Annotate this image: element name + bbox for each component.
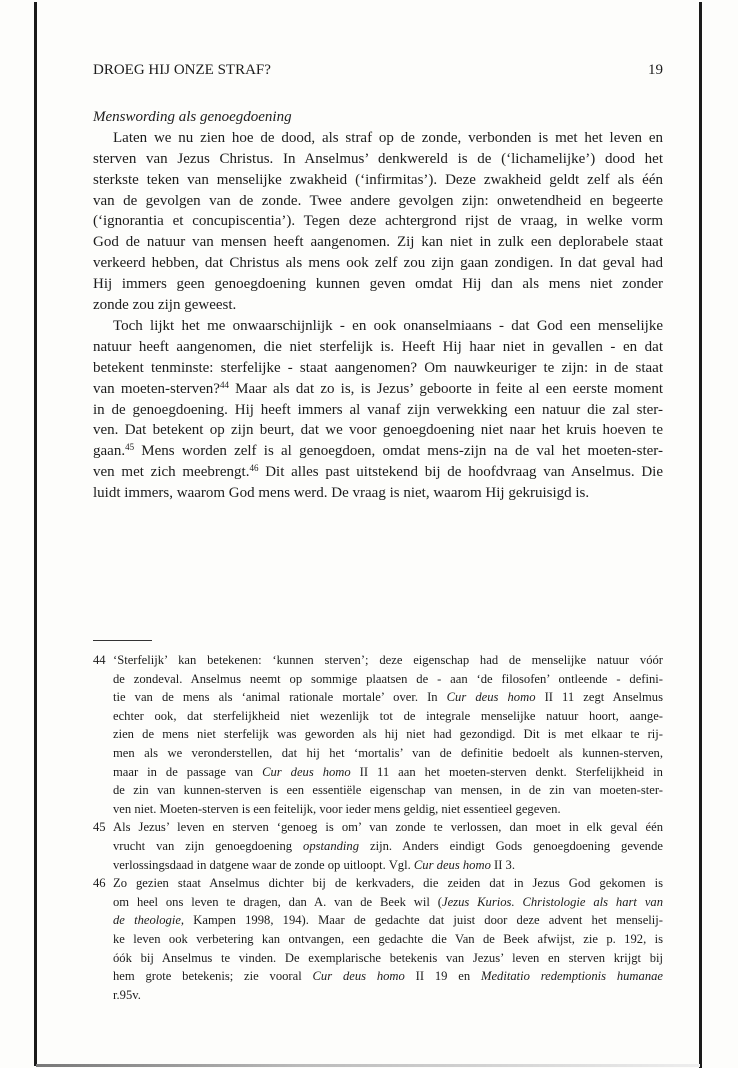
scan-edge-right	[699, 2, 702, 1068]
text-segment: Maar als dat zo is, is Jezus’ geboorte in feite al een eerste moment	[228, 380, 663, 397]
text-segment: Zo gezien staat Anselmus dichter bij de kerkvaders, die zeiden dat in Jezus God gekomen is	[113, 876, 663, 891]
text-segment: Als Jezus’ leven en sterven ‘genoeg is om’ van zonde te verlossen, dan moet in elk geval één	[113, 820, 663, 835]
footnote-text	[113, 818, 663, 874]
text-line	[113, 911, 663, 930]
text-segment: om heel ons leven te dragen, dan A. van de Beek wil (	[113, 894, 442, 909]
text-line	[93, 128, 663, 149]
text-line	[93, 232, 663, 253]
text-segment: van de gevolgen van de zonde. Twee andere gevolgen zijn: onwetendheid en begeerte	[93, 192, 663, 209]
footnote-separator	[93, 640, 152, 641]
text-segment: II 11 aan het moeten-sterven denkt. Sterfelijkheid in	[350, 764, 663, 779]
text-line	[113, 763, 663, 782]
text-segment: verlossingsdaad in datgene waar de zonde op uitloopt. Vgl.	[113, 857, 414, 872]
text-line	[93, 211, 663, 232]
text-line	[93, 358, 663, 379]
text-line	[93, 379, 663, 400]
section-heading: Menswording als genoegdoening	[93, 109, 292, 125]
text-segment: ‘Sterfelijk’ kan betekenen: ‘kunnen sterven’; deze eigenschap had de menselijke natuur vóór	[113, 653, 663, 667]
text-segment: betekent tenminste: sterfelijke - staat aangenomen? Om nauwkeuriger te zijn: in de staat	[93, 359, 663, 376]
text-line	[113, 781, 663, 800]
text-segment: Kampen 1998, 194). Maar de gedachte dat juist door deze advent het menselij-	[184, 913, 663, 928]
footnote-number: 46	[93, 876, 106, 891]
page-number: 19	[648, 62, 663, 78]
text-line	[93, 420, 663, 441]
text-segment: gaan.	[93, 443, 126, 460]
text-line	[93, 441, 663, 462]
text-line	[93, 295, 663, 316]
footnote-number: 45	[93, 820, 106, 835]
text-segment: men als we veronderstellen, dat hij het ‘mortalis’ van de definitie bedoelt als kunnen-sterven,	[113, 745, 663, 760]
text-line	[93, 316, 663, 337]
footnote-reference: 44	[219, 379, 229, 390]
scan-edge-bottom	[36, 1064, 700, 1067]
text-segment: zien de mens niet sterfelijk was geworden als hij niet had gezondigd. Dit is met elkaar te rij-	[113, 727, 663, 742]
text-line	[113, 967, 663, 986]
text-line	[113, 725, 663, 744]
italic-text: Cur deus homo	[413, 857, 491, 872]
text-segment: hem grote betekenis; zie vooral	[113, 969, 313, 984]
text-line	[93, 483, 663, 504]
footnote-reference: 45	[125, 442, 135, 453]
footnote-number: 44	[93, 653, 106, 667]
text-line	[113, 856, 663, 875]
text-segment: de zin van kunnen-sterven is een essentiële eigenschap van mensen, in de zin van moeten-ster-	[113, 783, 663, 798]
text-segment: II 11 zegt Anselmus	[535, 690, 664, 705]
footnote-text	[113, 651, 663, 818]
footnote	[93, 874, 663, 1004]
text-segment: maar in de passage van	[113, 764, 263, 779]
text-segment: II 3.	[490, 857, 516, 872]
text-line	[93, 462, 663, 483]
footnote-text	[113, 874, 663, 1004]
italic-text: Meditatio redemptionis humanae	[480, 969, 664, 984]
text-segment: zijn. Anders eindigt Gods genoegdoening gevende	[359, 838, 663, 853]
text-line	[93, 149, 663, 170]
text-segment: ven met zich meebrengt.	[93, 464, 250, 481]
text-line	[93, 400, 663, 421]
footnote	[93, 651, 663, 818]
text-segment: (‘ignorantia et concupiscentia’). Tegen deze achtergrond rijst de vraag, in welke vorm	[93, 213, 663, 230]
text-line	[93, 274, 663, 295]
text-line	[113, 670, 663, 689]
paragraphs	[93, 128, 663, 504]
text-line	[93, 170, 663, 191]
text-segment: Hij immers geen genoegdoening kunnen geven omdat Hij dan als mens niet zonder	[93, 276, 663, 293]
text-segment: Mens worden zelf is al genoegdoen, omdat mens-zijn na de val het moeten-ster-	[134, 443, 663, 460]
text-line	[93, 253, 663, 274]
footnote	[93, 818, 663, 874]
text-line	[113, 893, 663, 912]
footnote-reference: 46	[249, 463, 259, 474]
text-line	[93, 337, 663, 358]
text-segment: zonde zou zijn geweest.	[93, 297, 237, 314]
text-line	[113, 930, 663, 949]
text-line	[113, 837, 663, 856]
italic-text: Cur deus homo	[262, 764, 351, 779]
footnotes	[93, 651, 663, 1004]
text-line	[113, 986, 663, 1005]
text-line	[113, 818, 663, 837]
text-segment: ven niet. Moeten-sterven is een feitelijk, voor ieder mens geldig, niet essentieel gegeven.	[113, 801, 561, 816]
text-segment: God de natuur van mensen heeft aangenomen. Zij kan niet in zulk een deplorabele staat	[93, 234, 663, 251]
text-line	[113, 800, 663, 819]
running-title: DROEG HIJ ONZE STRAF?	[93, 62, 271, 78]
italic-text: Jezus Kurios. Christologie als hart van	[441, 894, 664, 909]
text-segment: natuur heeft aangenomen, die niet sterfelijk is. Heeft Hij haar niet in gevallen - en dat	[93, 338, 663, 355]
text-segment: sterkste teken van menselijke zwakheid (‘infirmitas’). Deze zwakheid geldt zelf als één	[93, 171, 663, 188]
text-line	[113, 744, 663, 763]
text-segment: tie van de mens als ‘animal rationale mortale’ over. In	[113, 690, 447, 705]
text-segment: ven. Dat betekent op zijn beurt, dat we voor genoegdoening niet naar het kruis hoeven te	[93, 422, 663, 439]
text-line	[113, 874, 663, 893]
body-text	[93, 107, 663, 504]
text-segment: Toch lijkt het me onwaarschijnlijk - en ook onanselmiaans - dat God een menselijke	[113, 317, 663, 334]
text-segment: luidt immers, waarom God mens werd. De vraag is niet, waarom Hij gekruisigd is.	[93, 485, 590, 502]
text-segment: sterven van Jezus Christus. In Anselmus’ denkwereld is de (‘lichamelijke’) dood het	[93, 150, 663, 167]
text-line	[113, 707, 663, 726]
text-segment: echter ook, dat sterfelijkheid niet wezenlijk tot de integrale menselijke natuur hoort, aange-	[113, 708, 663, 723]
italic-text: opstanding	[303, 838, 360, 853]
italic-text: Cur deus homo	[312, 969, 405, 984]
paragraph	[93, 128, 663, 316]
text-segment: in de genoegdoening. Hij heeft immers al vanaf zijn verwekking een natuur die zal ster-	[93, 401, 663, 418]
text-segment: Dit alles past uitstekend bij de hoofdvraag van Anselmus. Die	[258, 464, 663, 481]
text-segment: Laten we nu zien hoe de dood, als straf op de zonde, verbonden is met het leven en	[113, 129, 663, 146]
text-segment: van moeten-sterven?	[93, 380, 220, 397]
text-line	[113, 688, 663, 707]
text-segment: ke leven ook verbetering kan ontvangen, een gedachte die Van de Beek afwijst, zie p. 192, is	[113, 931, 663, 946]
scan-edge-left	[34, 2, 37, 1066]
text-segment: óók bij Anselmus te vinden. De exemplarische betekenis van Jezus’ leven en sterven krijgt bij	[113, 950, 663, 965]
text-segment: r.95v.	[113, 987, 141, 1002]
running-header	[93, 62, 663, 79]
text-line	[93, 191, 663, 212]
text-line	[113, 949, 663, 968]
text-segment: vrucht van zijn genoegdoening	[113, 838, 304, 853]
text-line	[113, 651, 663, 670]
italic-text: de theologie,	[113, 913, 185, 928]
italic-text: Cur deus homo	[446, 690, 536, 705]
text-segment: de zondeval. Anselmus neemt op sommige plaatsen de - aan ‘de filosofen’ ontleende - defini-	[113, 671, 663, 686]
text-segment: verkeerd hebben, dat Christus als mens ook zelf zou zijn gaan zondigen. In dat geval had	[93, 255, 663, 272]
text-segment: II 19 en	[404, 969, 481, 984]
paragraph	[93, 316, 663, 504]
